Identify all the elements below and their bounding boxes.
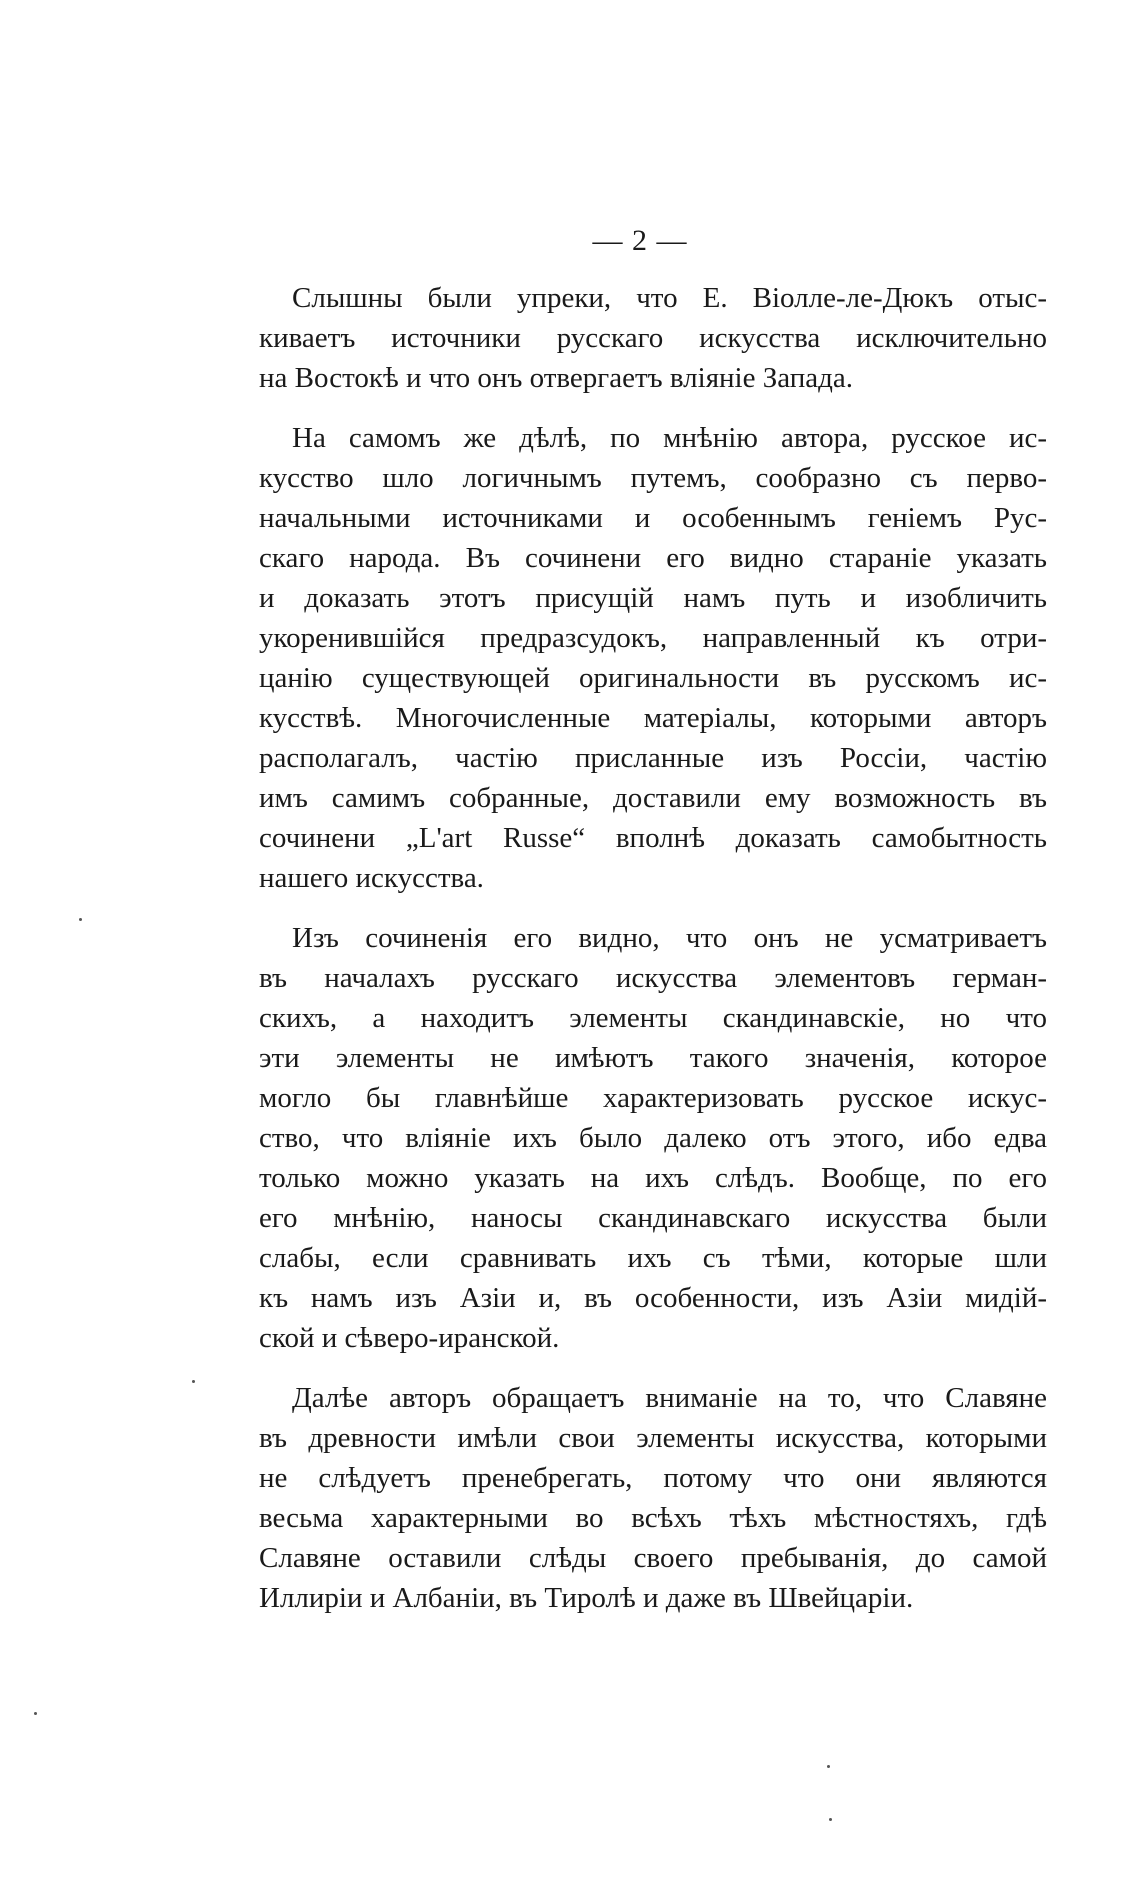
text-line: могло бы главнѣйше характеризовать русское искус- (259, 1082, 1047, 1114)
text-line: скихъ, а находитъ элементы скандинавскіе, но что (259, 1002, 1047, 1034)
text-line: Славяне оставили слѣды своего пребыванія, до самой (259, 1542, 1047, 1574)
text-line: и доказать этотъ присущій намъ путь и изобличить (259, 582, 1047, 614)
scan-speck (829, 1818, 832, 1821)
text-line: нашего искусства. (259, 862, 484, 894)
text-line: ство, что вліяніе ихъ было далеко отъ этого, ибо едва (259, 1122, 1047, 1154)
text-line: ской и сѣверо-иранской. (259, 1322, 560, 1354)
text-line: располагалъ, частію присланные изъ Россіи, частію (259, 742, 1047, 774)
body-text (259, 278, 1047, 1638)
text-line: начальными источниками и особеннымъ геніемъ Рус- (259, 502, 1047, 534)
text-line: Изъ сочиненія его видно, что онъ не усматриваетъ (292, 922, 1047, 954)
scan-speck (827, 1765, 830, 1768)
text-line: его мнѣнію, наносы скандинавскаго искусства были (259, 1202, 1047, 1234)
scan-speck (192, 1380, 195, 1383)
text-line: въ началахъ русскаго искусства элементовъ герман- (259, 962, 1047, 994)
text-line: къ намъ изъ Азіи и, въ особенности, изъ Азіи мидій- (259, 1282, 1047, 1314)
text-line: въ древности имѣли свои элементы искусства, которыми (259, 1422, 1047, 1454)
text-line: на Востокѣ и что онъ отвергаетъ вліяніе Запада. (259, 362, 854, 394)
scan-speck (34, 1712, 37, 1715)
paragraph-3 (259, 918, 1047, 1358)
text-line: кусство шло логичнымъ путемъ, сообразно съ перво- (259, 462, 1047, 494)
paragraph-1 (259, 278, 1047, 398)
text-line: киваетъ источники русскаго искусства исключительно (259, 322, 1047, 354)
text-line: не слѣдуетъ пренебрегать, потому что они являются (259, 1462, 1047, 1494)
text-line: На самомъ же дѣлѣ, по мнѣнію автора, русское ис- (292, 422, 1047, 454)
text-line: скаго народа. Въ сочинени его видно стараніе указать (259, 542, 1047, 574)
text-line: имъ самимъ собранные, доставили ему возможность въ (259, 782, 1047, 814)
text-line: весьма характерными во всѣхъ тѣхъ мѣстностяхъ, гдѣ (259, 1502, 1047, 1534)
scan-speck (79, 918, 82, 921)
paragraph-4 (259, 1378, 1047, 1618)
page-number: — 2 — (592, 224, 688, 257)
text-line: кусствѣ. Многочисленные матеріалы, которыми авторъ (259, 702, 1047, 734)
text-line: только можно указать на ихъ слѣдъ. Вообще, по его (259, 1162, 1047, 1194)
text-line: сочинени „L'art Russe“ вполнѣ доказать самобытность (259, 822, 1047, 854)
text-line: Иллиріи и Албаніи, въ Тиролѣ и даже въ Швейцаріи. (259, 1582, 914, 1614)
text-line: эти элементы не имѣютъ такого значенія, которое (259, 1042, 1047, 1074)
paragraph-2 (259, 418, 1047, 898)
text-line: Слышны были упреки, что Е. Віолле-ле-Дюкъ отыс- (292, 282, 1047, 314)
text-line: Далѣе авторъ обращаетъ вниманіе на то, что Славяне (292, 1382, 1047, 1414)
text-line: цанію существующей оригинальности въ русскомъ ис- (259, 662, 1047, 694)
text-line: укоренившійся предразсудокъ, направленный къ отри- (259, 622, 1047, 654)
text-line: слабы, если сравнивать ихъ съ тѣми, которые шли (259, 1242, 1047, 1274)
